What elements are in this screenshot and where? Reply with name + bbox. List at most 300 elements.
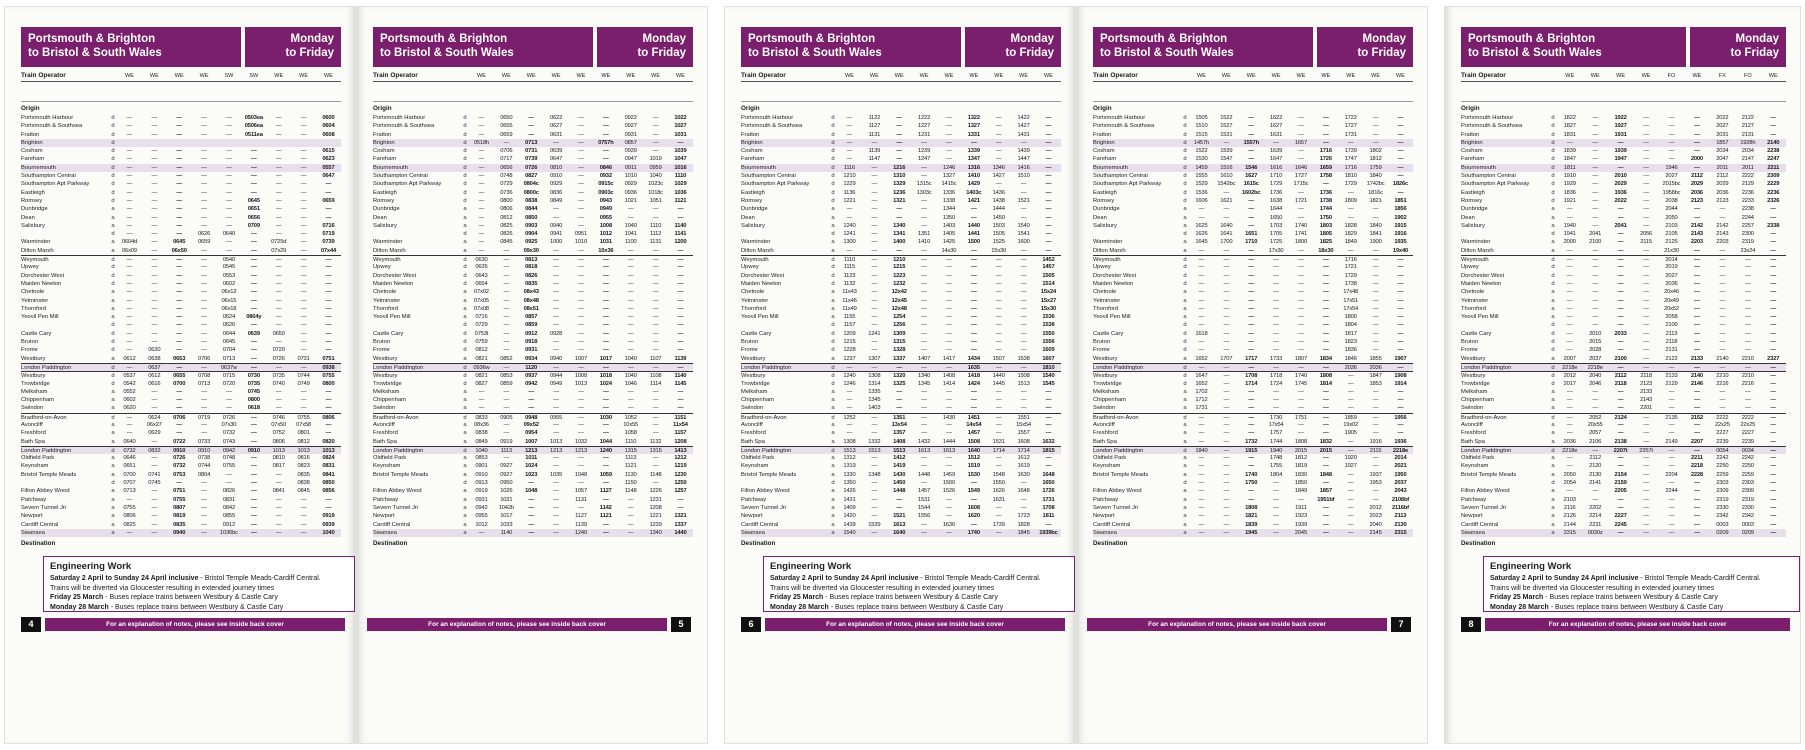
time-cell: 1826c — [1392, 181, 1408, 188]
time-cell: 0800 — [247, 397, 260, 404]
time-cell: — — [1198, 214, 1205, 221]
time-cell: 06x09 — [122, 247, 137, 254]
time-cell: 1935 — [1394, 239, 1407, 246]
station-name: Yeovil Pen Mill — [1093, 314, 1131, 321]
time-cell: 1016 — [674, 164, 687, 171]
time-cell: 1140 — [674, 373, 687, 380]
table-row — [1093, 297, 1413, 305]
time-cell: — — [921, 247, 927, 254]
time-cell: — — [553, 521, 559, 528]
time-cell: 1241 — [868, 330, 881, 337]
table-row — [741, 147, 1061, 155]
station-name: Newport — [741, 513, 763, 520]
time-cell: — — [652, 421, 659, 428]
time-cell: — — [896, 364, 902, 371]
time-cell: 1434 — [967, 355, 980, 362]
time-cell: 1510 — [1195, 123, 1208, 130]
time-cell: — — [1770, 471, 1777, 478]
table-row — [21, 521, 341, 529]
time-cell: 1600 — [1017, 239, 1030, 246]
time-cell: — — [1198, 314, 1205, 321]
time-cell: — — [1323, 521, 1329, 528]
time-cell: — — [1347, 139, 1354, 146]
time-cell: — — [151, 314, 158, 321]
time-cell: 2017 — [1563, 380, 1576, 387]
time-cell: — — [1694, 405, 1700, 412]
arr-dep-marker: d — [111, 181, 115, 188]
station-name: Dorchester West — [1461, 272, 1505, 279]
time-cell: — — [201, 280, 207, 287]
station-name: Castle Cary — [373, 330, 404, 337]
time-cell: — — [652, 414, 659, 421]
time-cell: — — [578, 455, 584, 462]
table-row — [1093, 288, 1413, 296]
arr-dep-marker: a — [1551, 521, 1555, 528]
table-row — [373, 288, 693, 296]
table-row — [1461, 330, 1786, 338]
table-row — [741, 205, 1061, 213]
table-row — [1461, 122, 1786, 130]
time-cell: — — [151, 115, 158, 121]
table-row — [373, 346, 693, 354]
page-4 — [4, 6, 356, 744]
days-line1: Monday — [1735, 33, 1779, 45]
time-cell: — — [921, 455, 927, 462]
time-cell: 08x48 — [523, 297, 539, 304]
time-cell: — — [946, 115, 952, 121]
time-cell: 0849 — [475, 438, 488, 445]
time-cell: 1040 — [624, 355, 637, 362]
table-row — [1093, 487, 1413, 495]
time-cell: — — [1223, 330, 1230, 337]
time-cell: — — [1719, 206, 1726, 213]
time-cell: 1039 — [674, 148, 687, 155]
station-name: Patchway — [21, 496, 47, 503]
station-name: Chetnole — [1093, 289, 1117, 296]
time-cell: — — [126, 264, 133, 271]
station-name: Severn Tunnel Jn — [373, 504, 419, 511]
time-cell: — — [921, 322, 927, 329]
time-cell: — — [176, 257, 182, 264]
time-cell: — — [578, 181, 584, 188]
days-label — [597, 27, 693, 67]
time-cell: 0656 — [247, 214, 260, 221]
time-cell: — — [846, 364, 853, 371]
time-cell: 07x58 — [296, 421, 311, 428]
time-cell: 1213 — [574, 447, 587, 454]
station-name: Bath Spa — [741, 438, 765, 445]
time-cell: — — [677, 139, 684, 146]
time-cell: 1923 — [1294, 513, 1307, 520]
time-cell: 1459 — [942, 471, 955, 478]
time-cell: 2118 — [1665, 339, 1678, 346]
time-cell: 15x27 — [1040, 297, 1056, 304]
time-cell: — — [251, 438, 257, 445]
time-cell: — — [1643, 206, 1649, 213]
time-cell: 1208 — [674, 438, 687, 445]
engineering-line4 — [770, 603, 1068, 613]
arr-dep-marker: d — [1551, 156, 1555, 163]
time-cell: 2027 — [1716, 123, 1729, 130]
time-cell: — — [1223, 480, 1230, 487]
time-cell: 0713 — [222, 355, 235, 362]
station-name: Bournemouth — [741, 164, 776, 171]
time-cell: 0810 — [272, 455, 285, 462]
time-cell: — — [603, 264, 609, 271]
time-cell: 1254 — [893, 314, 906, 321]
time-cell: 1716 — [1344, 257, 1357, 264]
time-cell: 1811 — [1042, 513, 1055, 520]
time-cell: 0638 — [148, 355, 161, 362]
time-cell: 0626 — [222, 322, 235, 329]
time-cell: — — [275, 164, 282, 171]
time-cell: — — [1668, 397, 1675, 404]
arr-dep-marker: d — [111, 330, 115, 337]
time-cell: — — [1668, 513, 1675, 520]
time-cell: — — [1668, 496, 1675, 503]
time-cell: — — [1643, 421, 1649, 428]
time-cell: — — [1223, 314, 1230, 321]
arr-dep-marker: d — [111, 364, 115, 371]
time-cell: 2146 — [1690, 380, 1703, 387]
table-row — [1093, 139, 1413, 147]
table-row — [1461, 512, 1786, 520]
arr-dep-marker: d — [1551, 347, 1555, 354]
time-cell: — — [503, 322, 510, 329]
time-cell: 1626 — [992, 488, 1005, 495]
time-cell: — — [1223, 463, 1230, 470]
arr-dep-marker: d — [463, 197, 467, 204]
time-cell: 1041 — [624, 231, 637, 238]
operator-code: WE — [199, 72, 209, 79]
table-row — [21, 272, 341, 280]
time-cell: — — [1694, 131, 1700, 138]
time-cell: — — [553, 496, 559, 503]
arr-dep-marker: a — [831, 504, 835, 511]
time-cell: — — [578, 397, 584, 404]
time-cell: 1507 — [992, 355, 1005, 362]
time-cell: — — [578, 131, 584, 138]
table-row — [373, 454, 693, 462]
arr-dep-marker: d — [1183, 173, 1187, 180]
station-name: Upwey — [741, 264, 759, 271]
time-cell: — — [478, 247, 485, 254]
time-cell: — — [1694, 496, 1700, 503]
time-cell: 2108bf — [1391, 496, 1410, 503]
time-cell: — — [151, 257, 158, 264]
time-cell: 0745 — [247, 388, 260, 395]
time-cell: — — [1668, 123, 1675, 130]
time-cell: 1540 — [1017, 222, 1030, 229]
time-cell: 1331 — [967, 131, 980, 138]
time-cell: — — [995, 405, 1002, 412]
time-cell: — — [126, 314, 133, 321]
time-cell: 0942 — [525, 380, 538, 387]
time-cell: — — [1770, 314, 1777, 321]
time-cell: 1850 — [1294, 480, 1307, 487]
time-cell: 1625 — [1195, 222, 1208, 229]
time-cell: 2259 — [1716, 471, 1729, 478]
time-cell: — — [652, 339, 659, 346]
time-cell: 0003 — [1716, 521, 1729, 528]
time-cell: 2036 — [1716, 189, 1729, 196]
time-cell: 2054 — [1563, 480, 1576, 487]
time-cell: — — [325, 347, 332, 354]
station-name: Newport — [373, 513, 395, 520]
time-cell: 1848 — [1319, 471, 1332, 478]
time-cell: — — [1668, 480, 1675, 487]
time-cell: 0209 — [1741, 529, 1754, 536]
time-cell: 1751 — [1294, 414, 1307, 421]
time-cell: 0030z — [1587, 529, 1603, 536]
time-cell: — — [1719, 214, 1726, 221]
time-cell: — — [1223, 297, 1230, 304]
time-cell: — — [1592, 289, 1598, 296]
time-cell: 0757h — [598, 139, 614, 146]
time-cell: 2011 — [1741, 164, 1754, 171]
time-cell: 1108 — [649, 373, 662, 380]
time-cell: 0931 — [475, 496, 488, 503]
engineering-line2: Trains will be diverted via Gloucester resulting in extended journey times — [1490, 584, 1715, 592]
time-cell: — — [921, 388, 927, 395]
arr-dep-marker: a — [1551, 455, 1555, 462]
time-cell: 1726 — [1319, 156, 1332, 163]
time-cell: 1052 — [624, 414, 637, 421]
time-cell: 0831 — [322, 463, 335, 470]
station-name: Melksham — [373, 388, 400, 395]
time-cell: 1812 — [1369, 156, 1382, 163]
time-cell: — — [1566, 347, 1573, 354]
time-cell: — — [300, 115, 307, 121]
table-row — [1093, 330, 1413, 338]
time-cell: 1426 — [843, 488, 856, 495]
time-cell: — — [1347, 513, 1354, 520]
time-cell: — — [226, 148, 232, 155]
time-cell: 0841 — [322, 471, 335, 478]
time-cell: 20x55 — [1587, 421, 1603, 428]
time-cell: — — [201, 197, 207, 204]
time-cell: 2242 — [1716, 455, 1729, 462]
notes-row — [373, 82, 693, 102]
time-cell: — — [201, 123, 207, 130]
arr-dep-marker: a — [111, 438, 115, 445]
time-cell: — — [1719, 280, 1726, 287]
time-cell: — — [971, 280, 977, 287]
time-cell: — — [553, 322, 559, 329]
time-cell: — — [1298, 272, 1304, 279]
time-cell: — — [1372, 131, 1379, 138]
station-name: Maiden Newton — [1093, 280, 1134, 287]
time-cell: — — [503, 272, 510, 279]
time-cell: 1536 — [1042, 314, 1055, 321]
time-cell: 1750 — [1319, 214, 1332, 221]
station-name: Bradford-on-Avon — [21, 414, 67, 421]
time-cell: 0818 — [525, 264, 538, 271]
time-cell: — — [1347, 488, 1354, 495]
time-cell: — — [528, 480, 534, 487]
time-cell: — — [1566, 463, 1573, 470]
time-cell: — — [578, 463, 584, 470]
table-row — [1093, 388, 1413, 396]
table-row — [21, 479, 341, 487]
time-cell: — — [176, 430, 182, 437]
table-row — [1461, 321, 1786, 329]
time-cell: — — [896, 388, 902, 395]
time-cell: 2227 — [1614, 513, 1627, 520]
time-cell: — — [896, 131, 902, 138]
time-cell: — — [1248, 289, 1254, 296]
time-cell: 0745 — [148, 480, 161, 487]
time-cell: 2218 — [1690, 463, 1703, 470]
arr-dep-marker: d — [463, 347, 467, 354]
time-cell: 0928 — [550, 330, 563, 337]
time-cell: — — [478, 181, 485, 188]
time-cell: 2103 — [1563, 496, 1576, 503]
time-cell: — — [176, 189, 182, 196]
time-cell: 1337 — [674, 521, 687, 528]
time-cell: 1529 — [1195, 181, 1208, 188]
table-row — [373, 413, 693, 421]
time-cell: 17x54 — [1268, 421, 1284, 428]
station-name: Romsey — [21, 197, 43, 204]
station-name: Portsmouth & Southsea — [21, 123, 83, 130]
table-row — [21, 421, 341, 429]
time-cell: — — [946, 123, 952, 130]
time-cell: — — [627, 280, 634, 287]
time-cell: — — [921, 480, 927, 487]
time-cell: 0936 — [624, 189, 637, 196]
arr-dep-marker: d — [1183, 139, 1187, 146]
time-cell: 2245 — [1614, 521, 1627, 528]
time-cell: — — [1020, 214, 1027, 221]
arr-dep-marker: a — [831, 388, 835, 395]
days-label — [1690, 27, 1786, 67]
station-name: Eastleigh — [741, 189, 765, 196]
time-cell: — — [176, 305, 182, 312]
time-cell: 1314 — [868, 380, 881, 387]
time-cell: — — [1566, 257, 1573, 264]
time-cell: — — [553, 430, 559, 437]
time-cell: — — [578, 257, 584, 264]
time-cell: — — [1248, 347, 1254, 354]
time-cell: — — [1592, 164, 1598, 171]
time-cell: — — [1397, 330, 1404, 337]
time-cell: — — [325, 305, 332, 312]
station-name: Thornford — [741, 305, 767, 312]
station-name: Salisbury — [373, 222, 397, 229]
time-cell: 0901 — [475, 463, 488, 470]
time-cell: 11x54 — [673, 421, 688, 428]
time-cell: — — [1643, 330, 1649, 337]
time-cell: 1739 — [992, 521, 1005, 528]
time-cell: 1830 — [1294, 471, 1307, 478]
time-cell: — — [652, 247, 659, 254]
time-cell: — — [1020, 272, 1027, 279]
time-cell: — — [1694, 280, 1700, 287]
arr-dep-marker: d — [1183, 480, 1187, 487]
station-name: Melksham — [1461, 388, 1488, 395]
time-cell: 0615 — [322, 148, 335, 155]
station-name: Oldfield Park — [1093, 455, 1127, 462]
time-cell: — — [1020, 314, 1027, 321]
arr-dep-marker: a — [831, 521, 835, 528]
table-row — [741, 421, 1061, 429]
time-cell: — — [300, 529, 307, 536]
station-name: Newport — [21, 513, 43, 520]
time-cell: — — [652, 272, 659, 279]
arr-dep-marker: a — [463, 214, 467, 221]
time-cell: — — [627, 405, 634, 412]
arr-dep-marker: a — [111, 297, 115, 304]
station-name: Westbury — [1461, 373, 1486, 380]
time-cell: 2201 — [1639, 405, 1653, 412]
time-cell: — — [1694, 388, 1700, 395]
time-cell: — — [871, 305, 878, 312]
time-cell: 1500 — [942, 480, 955, 487]
time-cell: 0836 — [550, 189, 563, 196]
arr-dep-marker: d — [1551, 181, 1555, 188]
table-row — [373, 479, 693, 487]
time-cell: 2000 — [1690, 156, 1703, 163]
station-name: Weymouth — [373, 257, 401, 264]
time-cell: 0835 — [525, 280, 538, 287]
notes-row — [741, 82, 1061, 102]
time-cell: 1347 — [967, 156, 980, 163]
time-cell: — — [1198, 280, 1205, 287]
time-cell: — — [325, 297, 332, 304]
time-cell: 0832 — [148, 447, 161, 454]
time-cell: — — [652, 322, 659, 329]
time-cell: — — [652, 131, 659, 138]
time-cell: 2112 — [1614, 373, 1627, 380]
time-cell: 1729 — [1344, 272, 1357, 279]
time-cell: 1246 — [942, 164, 955, 171]
time-cell: 2229 — [1767, 181, 1780, 188]
table-row — [373, 255, 693, 263]
time-cell: — — [1592, 206, 1598, 213]
operator-code: WE — [1044, 72, 1053, 79]
time-cell: — — [1020, 330, 1027, 337]
table-row — [741, 238, 1061, 246]
arr-dep-marker: a — [1183, 438, 1187, 445]
time-cell: 0542 — [123, 380, 136, 387]
time-cell: — — [896, 123, 902, 130]
time-cell: 1618 — [1195, 330, 1208, 337]
time-cell: 0730 — [247, 373, 260, 380]
time-cell: — — [300, 496, 307, 503]
station-name: Warminster — [1461, 239, 1491, 246]
time-cell: 1046 — [624, 380, 637, 387]
time-cell: 1145 — [674, 380, 687, 387]
time-cell: — — [126, 181, 133, 188]
time-cell: — — [995, 455, 1002, 462]
time-cell: — — [553, 405, 559, 412]
time-cell: — — [971, 405, 977, 412]
time-cell: — — [151, 521, 158, 528]
time-cell: 1213 — [550, 447, 563, 454]
station-name: Melksham — [741, 388, 768, 395]
operator-code: WE — [551, 72, 561, 79]
time-cell: 1540 — [1042, 373, 1055, 380]
time-cell: 2211 — [1691, 455, 1703, 462]
arr-dep-marker: d — [111, 115, 115, 121]
time-cell: 1450 — [893, 480, 906, 487]
time-cell: 07x08 — [474, 305, 489, 312]
time-cell: 1548 — [992, 471, 1005, 478]
time-cell: 1330 — [843, 471, 856, 478]
table-row — [741, 155, 1061, 163]
engineering-line4-bold: Monday 28 March — [1490, 603, 1549, 611]
